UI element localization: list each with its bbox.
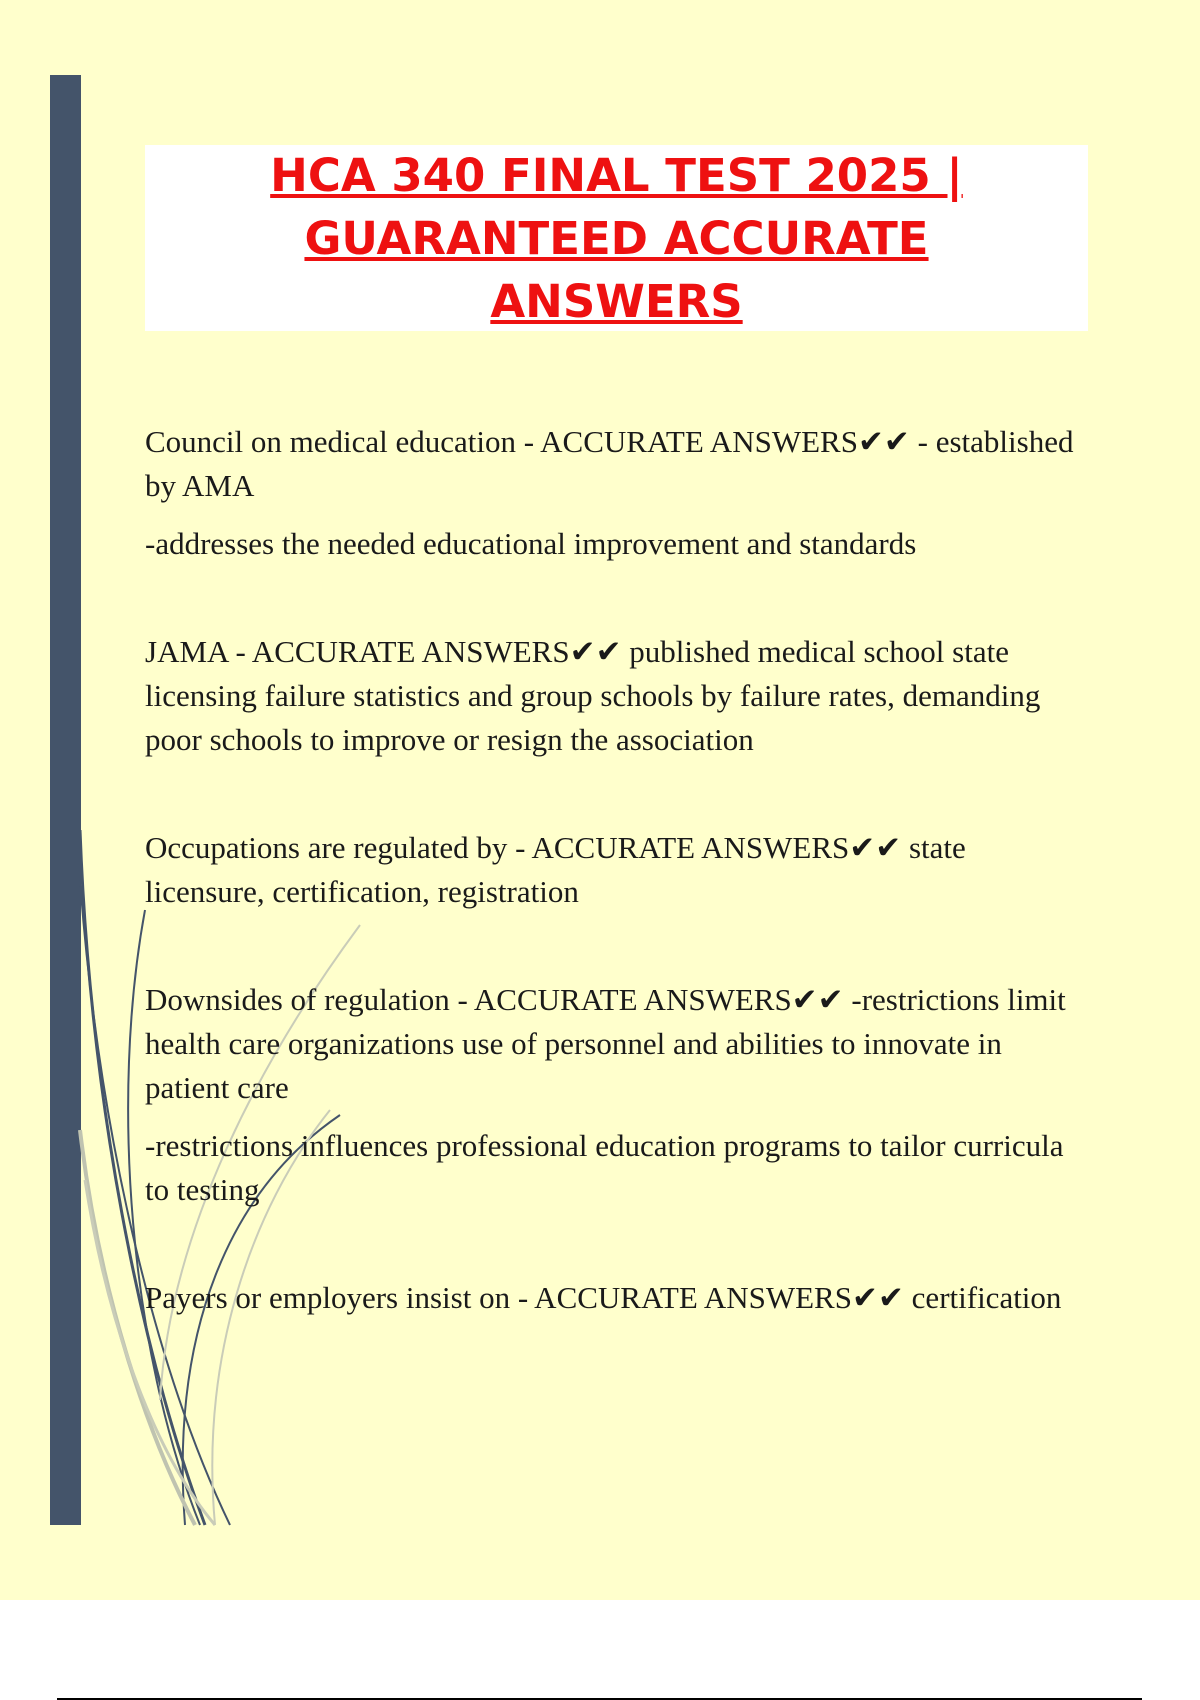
document-title: HCA 340 FINAL TEST 2025 | GUARANTEED ACCURATE ANSWERS xyxy=(270,148,963,328)
title-box xyxy=(145,145,1088,331)
side-bar-decoration xyxy=(50,75,81,1525)
qa-entry: -addresses the needed educational improvement and standards xyxy=(145,526,917,561)
qa-entry: JAMA - ACCURATE ANSWERS✔✔ published medical school state licensing failure statistics and group schools by failure rates, demanding poor schools to improve or resign the association xyxy=(145,634,1041,757)
qa-entry: Payers or employers insist on - ACCURATE ANSWERS✔✔ certification xyxy=(145,1280,1062,1315)
qa-entry: Downsides of regulation - ACCURATE ANSWERS✔✔ -restrictions limit health care organizations use of personnel and abilities to innovate in patient care xyxy=(145,982,1066,1105)
qa-entry: Council on medical education - ACCURATE ANSWERS✔✔ - established by AMA xyxy=(145,424,1074,503)
qa-content xyxy=(145,420,1085,1334)
qa-entry: Occupations are regulated by - ACCURATE ANSWERS✔✔ state licensure, certification, registration xyxy=(145,830,966,909)
qa-entry: -restrictions influences professional education programs to tailor curricula to testing xyxy=(145,1128,1064,1207)
